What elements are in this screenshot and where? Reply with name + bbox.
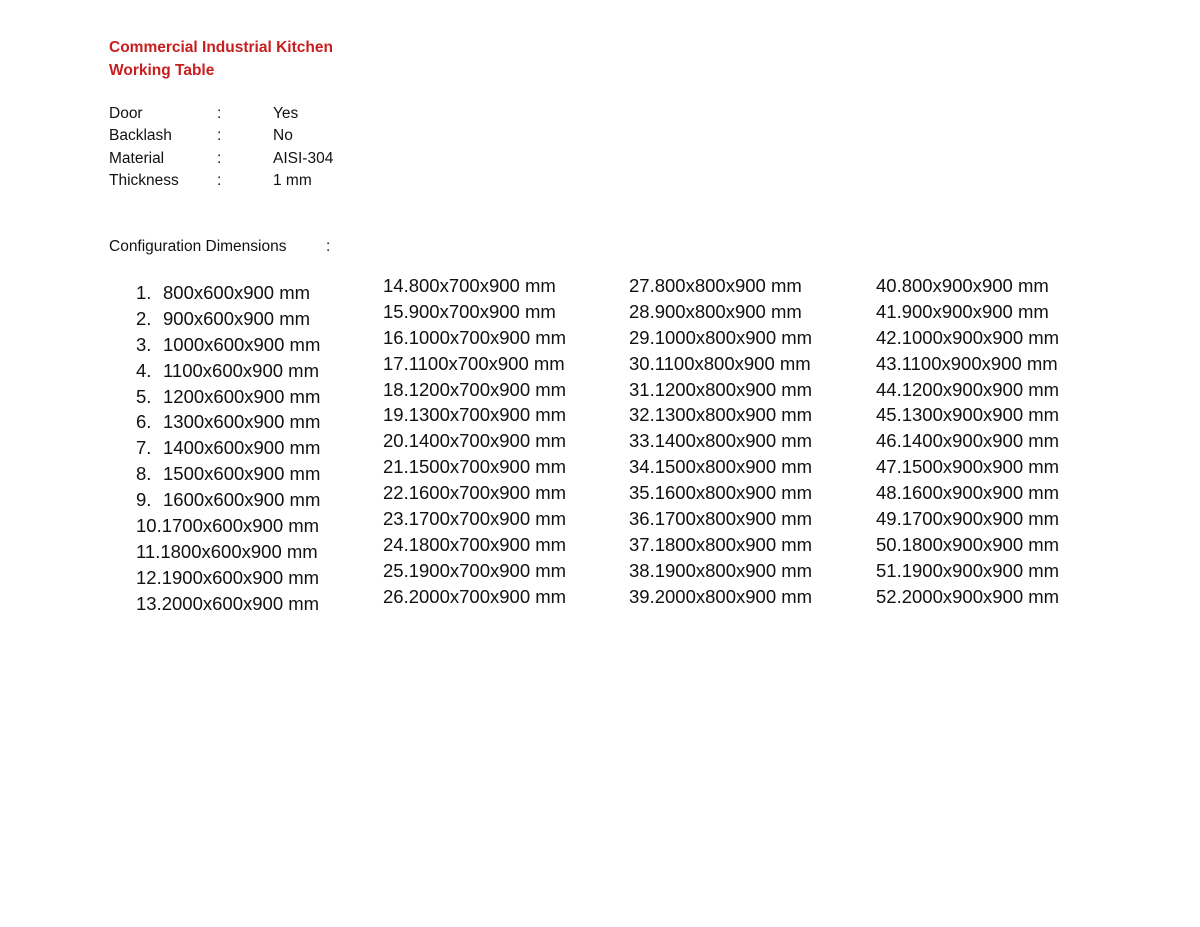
dimension-item-number: 40. — [876, 275, 902, 296]
dimension-item-text: 1500x900x900 mm — [901, 456, 1060, 478]
dimension-list-item — [876, 480, 1059, 506]
dimension-item-text: 1800x800x900 mm — [654, 533, 813, 555]
dimension-item-number: 31. — [629, 378, 655, 400]
dimension-item-text: 1900x700x900 mm — [408, 559, 567, 581]
dimension-list-item — [383, 299, 566, 325]
dimension-item-number: 28. — [629, 300, 655, 322]
dimension-item-number: 48. — [876, 482, 902, 504]
dimension-list-item — [629, 273, 812, 299]
dimension-item-text: 2000x900x900 mm — [901, 585, 1060, 607]
dimension-item-text: 1600x800x900 mm — [654, 482, 813, 504]
dimension-item-number: 22. — [383, 482, 409, 504]
dimension-item-text: 1100x800x900 mm — [654, 352, 811, 374]
dimension-item-number: 20. — [383, 430, 409, 452]
dimension-item-number: 13. — [136, 592, 162, 614]
dimension-item-text: 800x800x900 mm — [654, 275, 802, 296]
dimensions-column-2 — [383, 273, 566, 610]
dimension-item-text: 900x600x900 mm — [163, 307, 311, 329]
dimension-item-number: 39. — [629, 585, 655, 607]
dimension-item-text: 1400x800x900 mm — [654, 430, 813, 452]
dimension-item-text: 1000x600x900 mm — [163, 333, 321, 355]
title-line-1: Commercial Industrial Kitchen — [109, 39, 333, 56]
dimension-item-text: 1800x900x900 mm — [901, 533, 1060, 555]
dimension-item-text: 2000x600x900 mm — [161, 592, 320, 614]
dimension-list-item — [876, 584, 1059, 610]
dimension-list-item — [136, 539, 320, 565]
title-line-2: Working Table — [109, 61, 215, 79]
dimension-list-item — [629, 454, 812, 480]
dimension-list-item — [383, 480, 566, 506]
dimension-item-number: 50. — [876, 533, 902, 555]
dimension-item-number: 7. — [136, 437, 152, 459]
spec-value: No — [273, 127, 293, 145]
dimension-list-item — [629, 532, 812, 558]
dimension-list-item — [136, 565, 320, 591]
dimension-item-number: 4. — [136, 359, 152, 381]
dimension-list-item — [136, 358, 320, 384]
dimension-item-number: 44. — [876, 378, 902, 400]
dimension-list-item — [136, 461, 320, 487]
dimension-list-item — [629, 402, 812, 428]
dimension-item-number: 21. — [383, 456, 409, 478]
dimension-list-item — [876, 532, 1059, 558]
dimension-list-item — [136, 513, 320, 539]
dimension-list-item — [383, 351, 566, 377]
dimension-item-number: 8. — [136, 463, 152, 485]
dimension-item-number: 26. — [383, 585, 409, 607]
dimension-item-text: 1200x900x900 mm — [901, 378, 1060, 400]
dimension-item-number: 46. — [876, 430, 902, 452]
dimension-item-text: 1500x700x900 mm — [408, 456, 567, 478]
dimension-item-number: 35. — [629, 482, 655, 504]
dimension-item-text: 1200x800x900 mm — [654, 378, 813, 400]
dimension-list-item — [876, 377, 1059, 403]
spec-label: Door — [109, 105, 143, 122]
spec-value: Yes — [273, 105, 299, 122]
dimension-item-text: 1000x800x900 mm — [654, 326, 813, 348]
dimension-list-item — [629, 480, 812, 506]
dimension-list-item — [136, 332, 320, 358]
dimension-item-text: 2000x800x900 mm — [654, 585, 813, 607]
dimensions-column-1 — [136, 280, 320, 617]
dimension-item-text: 1700x800x900 mm — [654, 508, 813, 530]
dimensions-column-3 — [629, 273, 812, 610]
dimension-item-number: 10. — [136, 515, 162, 537]
dimension-item-text: 1100x900x900 mm — [901, 352, 1058, 374]
dimension-item-number: 9. — [136, 489, 152, 511]
dimension-list-item — [629, 506, 812, 532]
dimension-item-text: 1700x900x900 mm — [901, 508, 1060, 530]
dimension-list-item — [383, 273, 566, 299]
spec-label: Material — [109, 149, 165, 167]
dimension-list-item — [876, 273, 1059, 299]
dimension-list-item — [383, 402, 566, 428]
dimension-item-text: 1100x700x900 mm — [408, 352, 565, 374]
dimension-list-item — [629, 325, 812, 351]
dimension-list-item — [876, 299, 1059, 325]
dimension-item-text: 900x900x900 mm — [901, 300, 1049, 322]
dimension-item-number: 41. — [876, 300, 902, 322]
dimension-list-item — [383, 454, 566, 480]
dimension-item-text: 1400x600x900 mm — [163, 437, 321, 459]
dimension-list-item — [629, 558, 812, 584]
dimension-item-text: 800x700x900 mm — [408, 275, 556, 296]
spec-label: Thickness — [109, 171, 179, 189]
dimension-item-text: 1000x700x900 mm — [408, 326, 567, 348]
dimension-item-text: 1800x700x900 mm — [408, 533, 567, 555]
dimension-item-text: 800x900x900 mm — [901, 275, 1049, 296]
dimension-item-number: 3. — [136, 333, 152, 355]
dimension-item-number: 17. — [383, 352, 409, 374]
dimension-list-item — [136, 306, 320, 332]
dimension-list-item — [383, 584, 566, 610]
dimension-item-text: 1500x800x900 mm — [654, 456, 813, 478]
dimension-item-text: 1600x600x900 mm — [163, 489, 321, 511]
dimension-item-number: 16. — [383, 326, 409, 348]
dimension-item-number: 47. — [876, 456, 902, 478]
dimension-list-item — [383, 506, 566, 532]
dimension-item-text: 1200x700x900 mm — [408, 378, 567, 400]
dimension-item-number: 45. — [876, 404, 902, 426]
dimension-item-text: 1400x700x900 mm — [408, 430, 567, 452]
dimension-list-item — [876, 351, 1059, 377]
spec-value: AISI-304 — [273, 149, 334, 167]
dimension-item-text: 1900x600x900 mm — [161, 566, 320, 588]
dimension-list-item — [876, 428, 1059, 454]
dimension-item-number: 14. — [383, 275, 409, 296]
dimension-item-text: 1100x600x900 mm — [163, 359, 319, 381]
dimension-item-text: 1400x900x900 mm — [901, 430, 1060, 452]
config-dimensions-label: Configuration Dimensions — [109, 238, 287, 255]
dimension-item-number: 49. — [876, 508, 902, 530]
dimension-item-number: 52. — [876, 585, 902, 607]
spec-colon: : — [217, 171, 222, 189]
dimension-item-number: 51. — [876, 559, 902, 581]
dimension-item-text: 1900x800x900 mm — [654, 559, 813, 581]
dimension-list-item — [629, 299, 812, 325]
dimension-item-text: 1700x600x900 mm — [161, 515, 320, 537]
dimension-item-number: 32. — [629, 404, 655, 426]
dimension-item-number: 5. — [136, 385, 152, 407]
dimension-item-text: 1300x700x900 mm — [408, 404, 567, 426]
dimension-item-number: 33. — [629, 430, 655, 452]
dimension-item-text: 1600x900x900 mm — [901, 482, 1060, 504]
dimension-item-text: 1500x600x900 mm — [163, 463, 321, 485]
dimension-item-text: 1300x600x900 mm — [163, 411, 321, 433]
dimensions-column-4 — [876, 273, 1059, 610]
dimension-list-item — [383, 325, 566, 351]
spec-colon: : — [217, 149, 222, 167]
dimension-item-number: 24. — [383, 533, 409, 555]
dimension-item-number: 30. — [629, 352, 655, 374]
dimension-list-item — [383, 532, 566, 558]
dimension-item-number: 27. — [629, 275, 655, 296]
dimension-item-number: 12. — [136, 566, 162, 588]
spec-colon: : — [217, 105, 222, 122]
dimension-item-text: 1300x800x900 mm — [654, 404, 813, 426]
dimension-item-number: 43. — [876, 352, 902, 374]
dimension-item-number: 2. — [136, 307, 152, 329]
dimension-list-item — [629, 584, 812, 610]
dimension-list-item — [383, 558, 566, 584]
dimension-item-number: 6. — [136, 411, 152, 433]
dimension-item-text: 900x800x900 mm — [654, 300, 802, 322]
dimension-list-item — [136, 384, 320, 410]
dimension-item-number: 36. — [629, 508, 655, 530]
dimension-item-text: 1800x600x900 mm — [160, 540, 318, 562]
document-title — [109, 37, 333, 82]
spec-value: 1 mm — [273, 171, 312, 189]
dimension-item-number: 11. — [136, 540, 161, 562]
dimension-list-item — [136, 280, 320, 306]
dimension-list-item — [629, 377, 812, 403]
dimension-list-item — [136, 487, 320, 513]
dimension-item-number: 37. — [629, 533, 655, 555]
dimension-list-item — [136, 435, 320, 461]
dimension-list-item — [876, 558, 1059, 584]
dimension-list-item — [876, 402, 1059, 428]
dimension-list-item — [629, 351, 812, 377]
dimension-item-number: 19. — [383, 404, 409, 426]
dimension-item-text: 1200x600x900 mm — [163, 385, 321, 407]
dimension-list-item — [383, 377, 566, 403]
dimension-item-number: 38. — [629, 559, 655, 581]
config-dimensions-colon: : — [326, 238, 331, 255]
dimension-item-text: 1700x700x900 mm — [408, 508, 567, 530]
dimension-item-number: 15. — [383, 300, 409, 322]
dimension-list-item — [876, 454, 1059, 480]
dimension-list-item — [383, 428, 566, 454]
dimension-item-text: 2000x700x900 mm — [408, 585, 567, 607]
dimension-item-number: 18. — [383, 378, 409, 400]
dimension-item-number: 42. — [876, 326, 902, 348]
spec-colon: : — [217, 127, 222, 145]
dimension-item-number: 1. — [136, 282, 152, 303]
dimension-list-item — [136, 409, 320, 435]
dimension-item-number: 23. — [383, 508, 409, 530]
dimension-item-text: 800x600x900 mm — [163, 282, 311, 303]
dimension-item-text: 900x700x900 mm — [408, 300, 556, 322]
spec-label: Backlash — [109, 127, 172, 145]
dimension-item-text: 1000x900x900 mm — [901, 326, 1060, 348]
dimension-item-text: 1900x900x900 mm — [901, 559, 1060, 581]
dimension-item-number: 25. — [383, 559, 409, 581]
dimension-list-item — [136, 591, 320, 617]
dimension-item-text: 1300x900x900 mm — [901, 404, 1060, 426]
dimension-item-text: 1600x700x900 mm — [408, 482, 567, 504]
dimension-item-number: 34. — [629, 456, 655, 478]
dimension-list-item — [876, 506, 1059, 532]
dimension-list-item — [876, 325, 1059, 351]
dimension-item-number: 29. — [629, 326, 655, 348]
dimension-list-item — [629, 428, 812, 454]
